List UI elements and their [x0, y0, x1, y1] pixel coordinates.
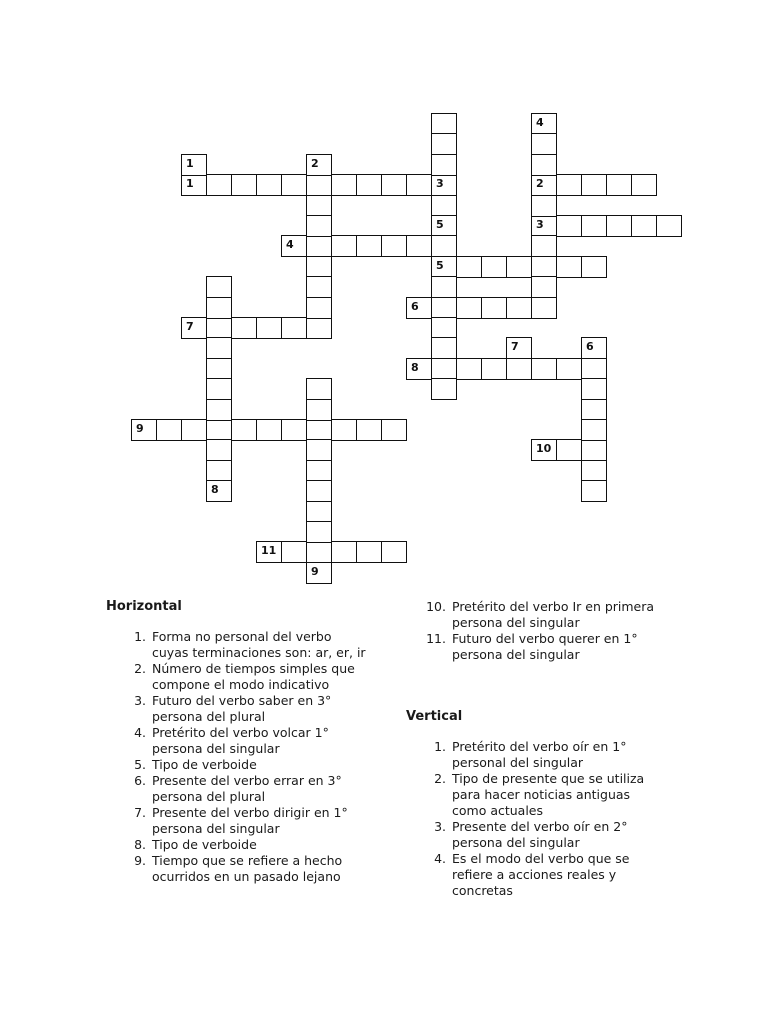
crossword-cell[interactable]	[531, 174, 557, 196]
crossword-cell[interactable]	[431, 317, 457, 339]
vertical-heading: Vertical	[406, 709, 463, 724]
crossword-cell-number: 7	[186, 320, 194, 333]
crossword-cell[interactable]	[206, 378, 232, 400]
clue-horizontal-9: 9. Tiempo que se refiere a hecho ocurridos en un pasado lejano	[134, 853, 343, 884]
crossword-cell[interactable]	[206, 297, 232, 319]
crossword-cell[interactable]	[581, 378, 607, 400]
crossword-cell[interactable]	[481, 297, 507, 319]
crossword-cell[interactable]	[406, 235, 432, 257]
crossword-cell[interactable]	[581, 460, 607, 482]
crossword-cell-number: 1	[186, 177, 194, 191]
crossword-cell[interactable]	[581, 337, 607, 359]
crossword-cell[interactable]	[306, 541, 332, 563]
horizontal-clue-list-continued	[406, 599, 666, 663]
crossword-cell[interactable]	[206, 419, 232, 441]
crossword-cell[interactable]	[531, 256, 557, 278]
clue-vertical-1: 1. Pretérito del verbo oír en 1° personal del singular	[434, 739, 627, 770]
crossword-cell[interactable]	[431, 276, 457, 298]
crossword-cell[interactable]	[231, 174, 257, 196]
vertical-clue-list	[406, 739, 666, 899]
crossword-cell[interactable]	[181, 419, 207, 441]
crossword-cell[interactable]	[606, 174, 632, 196]
crossword-cell[interactable]	[156, 419, 182, 441]
crossword-cell[interactable]	[656, 215, 682, 237]
crossword-cell-number: 9	[311, 564, 319, 578]
crossword-cell[interactable]	[306, 297, 332, 319]
crossword-cell[interactable]	[306, 439, 332, 461]
crossword-cell[interactable]	[306, 460, 332, 482]
crossword-cell[interactable]	[306, 317, 332, 339]
crossword-cell[interactable]	[581, 419, 607, 441]
crossword-cell[interactable]	[431, 154, 457, 176]
crossword-cell-number: 5	[436, 218, 444, 231]
crossword-cell[interactable]	[556, 215, 582, 237]
crossword-cell[interactable]	[231, 317, 257, 339]
crossword-cell[interactable]	[206, 174, 232, 196]
crossword-cell[interactable]	[306, 399, 332, 421]
crossword-cell[interactable]	[306, 276, 332, 298]
crossword-cell[interactable]	[431, 256, 457, 278]
crossword-cell[interactable]	[206, 358, 232, 380]
crossword-cell[interactable]	[281, 541, 307, 563]
crossword-cell[interactable]	[556, 174, 582, 196]
crossword-cell[interactable]	[581, 215, 607, 237]
crossword-cell[interactable]	[556, 358, 582, 380]
crossword-cell-number: 3	[436, 177, 444, 191]
crossword-cell[interactable]	[531, 133, 557, 155]
crossword-cell[interactable]	[306, 256, 332, 278]
crossword-cell[interactable]	[206, 439, 232, 461]
crossword-cell[interactable]	[631, 174, 657, 196]
crossword-cell[interactable]	[556, 256, 582, 278]
crossword-cell[interactable]	[456, 297, 482, 319]
clue-vertical-3: 3. Presente del verbo oír en 2° persona del singular	[434, 819, 628, 850]
crossword-cell[interactable]	[506, 297, 532, 319]
clue-horizontal-6: 6. Presente del verbo errar en 3° persona del plural	[134, 773, 342, 804]
crossword-cell[interactable]	[531, 358, 557, 380]
crossword-cell[interactable]	[581, 174, 607, 196]
crossword-cell[interactable]	[356, 419, 382, 441]
crossword-cell[interactable]	[381, 541, 407, 563]
crossword-cell[interactable]	[531, 439, 557, 461]
crossword-cell[interactable]	[281, 317, 307, 339]
crossword-cell[interactable]	[306, 480, 332, 502]
crossword-cell[interactable]	[431, 133, 457, 155]
crossword-cell-number: 9	[136, 422, 144, 435]
crossword-cell[interactable]	[456, 358, 482, 380]
clue-horizontal-8: 8. Tipo de verboide	[134, 837, 257, 852]
crossword-cell[interactable]	[531, 113, 557, 135]
crossword-cell[interactable]	[506, 358, 532, 380]
crossword-cell[interactable]	[206, 317, 232, 339]
crossword-cell[interactable]	[406, 174, 432, 196]
clue-horizontal-7: 7. Presente del verbo dirigir en 1° persona del singular	[134, 805, 348, 836]
clue-horizontal-5: 5. Tipo de verboide	[134, 757, 257, 772]
crossword-cell[interactable]	[206, 399, 232, 421]
crossword-cell-number: 3	[536, 218, 544, 231]
crossword-cell[interactable]	[181, 317, 207, 339]
horizontal-clue-list	[106, 629, 366, 885]
crossword-cell-number: 4	[286, 238, 294, 252]
crossword-cell[interactable]	[356, 541, 382, 563]
crossword-cell[interactable]	[306, 174, 332, 196]
crossword-cell[interactable]	[306, 154, 332, 176]
crossword-cell[interactable]	[531, 215, 557, 237]
crossword-cell[interactable]	[556, 439, 582, 461]
clue-horizontal-1: 1. Forma no personal del verbo cuyas terminaciones son: ar, er, ir	[134, 629, 366, 660]
crossword-cell[interactable]	[581, 480, 607, 502]
crossword-cell-number: 1	[186, 156, 194, 170]
clue-vertical-4: 4. Es el modo del verbo que se refiere a acciones reales y concretas	[434, 851, 630, 898]
clue-horizontal-2: 2. Número de tiempos simples que compone el modo indicativo	[134, 661, 355, 692]
crossword-cell[interactable]	[281, 174, 307, 196]
crossword-cell-number: 2	[536, 177, 544, 191]
crossword-cell[interactable]	[306, 215, 332, 237]
crossword-cell-number: 2	[311, 156, 319, 170]
crossword-cell-number: 8	[211, 483, 219, 497]
crossword-cell[interactable]	[331, 419, 357, 441]
clue-horizontal-3: 3. Futuro del verbo saber en 3° persona del plural	[134, 693, 332, 724]
crossword-cell[interactable]	[381, 419, 407, 441]
crossword-cell[interactable]	[206, 337, 232, 359]
crossword-cell[interactable]	[256, 419, 282, 441]
horizontal-heading: Horizontal	[106, 599, 182, 614]
crossword-cell[interactable]	[456, 256, 482, 278]
crossword-cell[interactable]	[531, 195, 557, 217]
crossword-cell[interactable]	[256, 541, 282, 563]
crossword-cell-number: 8	[411, 360, 419, 374]
crossword-cell[interactable]	[256, 317, 282, 339]
crossword-cell[interactable]	[431, 113, 457, 135]
crossword-cell[interactable]	[431, 215, 457, 237]
crossword-cell[interactable]	[531, 154, 557, 176]
crossword-cell[interactable]	[581, 358, 607, 380]
crossword-cell[interactable]	[181, 154, 207, 176]
crossword-cell[interactable]	[306, 235, 332, 257]
crossword-cell[interactable]	[306, 195, 332, 217]
crossword-cell-number: 6	[411, 299, 419, 313]
clue-horizontal-11: 11. Futuro del verbo querer en 1° persona del singular	[426, 631, 638, 662]
crossword-cell[interactable]	[631, 215, 657, 237]
crossword-cell[interactable]	[506, 337, 532, 359]
crossword-cell[interactable]	[306, 419, 332, 441]
crossword-cell[interactable]	[431, 174, 457, 196]
crossword-cell[interactable]	[206, 480, 232, 502]
crossword-cell[interactable]	[406, 297, 432, 319]
crossword-cell-number: 7	[511, 340, 519, 354]
crossword-cell[interactable]	[381, 174, 407, 196]
crossword-cell[interactable]	[481, 256, 507, 278]
crossword-cell-number: 6	[586, 340, 594, 354]
crossword-cell[interactable]	[581, 439, 607, 461]
crossword-cell[interactable]	[331, 541, 357, 563]
crossword-cell[interactable]	[431, 297, 457, 319]
crossword-cell[interactable]	[581, 256, 607, 278]
crossword-cell[interactable]	[356, 235, 382, 257]
crossword-cell-number: 4	[536, 116, 544, 129]
crossword-cell[interactable]	[431, 195, 457, 217]
crossword-cell[interactable]	[331, 174, 357, 196]
crossword-cell[interactable]	[381, 235, 407, 257]
crossword-cell[interactable]	[306, 562, 332, 584]
crossword-cell-number: 10	[536, 442, 552, 456]
crossword-cell[interactable]	[256, 174, 282, 196]
crossword-cell[interactable]	[231, 419, 257, 441]
crossword-cell[interactable]	[581, 399, 607, 421]
crossword-cell[interactable]	[431, 378, 457, 400]
crossword-cell[interactable]	[406, 358, 432, 380]
crossword-cell[interactable]	[531, 235, 557, 257]
clue-horizontal-4: 4. Pretérito del verbo volcar 1° persona del singular	[134, 725, 329, 756]
crossword-cell[interactable]	[481, 358, 507, 380]
crossword-cell-number: 11	[261, 544, 277, 558]
crossword-cell[interactable]	[606, 215, 632, 237]
crossword-cell[interactable]	[131, 419, 157, 441]
crossword-cell[interactable]	[281, 235, 307, 257]
crossword-cell-number: 5	[436, 258, 444, 272]
crossword-cell[interactable]	[431, 358, 457, 380]
crossword-cell[interactable]	[281, 419, 307, 441]
crossword-cell[interactable]	[181, 174, 207, 196]
crossword-cell[interactable]	[431, 337, 457, 359]
crossword-cell[interactable]	[356, 174, 382, 196]
crossword-cell[interactable]	[331, 235, 357, 257]
crossword-cell[interactable]	[431, 235, 457, 257]
clue-vertical-2: 2. Tipo de presente que se utiliza para hacer noticias antiguas como actuales	[434, 771, 645, 818]
crossword-cell[interactable]	[506, 256, 532, 278]
crossword-cell[interactable]	[306, 378, 332, 400]
crossword-cell[interactable]	[306, 521, 332, 543]
crossword-cell[interactable]	[531, 276, 557, 298]
clue-horizontal-10: 10. Pretérito del verbo Ir en primera persona del singular	[426, 599, 655, 630]
crossword-cell[interactable]	[531, 297, 557, 319]
crossword-cell[interactable]	[206, 460, 232, 482]
crossword-cell[interactable]	[306, 501, 332, 523]
crossword-cell[interactable]	[206, 276, 232, 298]
